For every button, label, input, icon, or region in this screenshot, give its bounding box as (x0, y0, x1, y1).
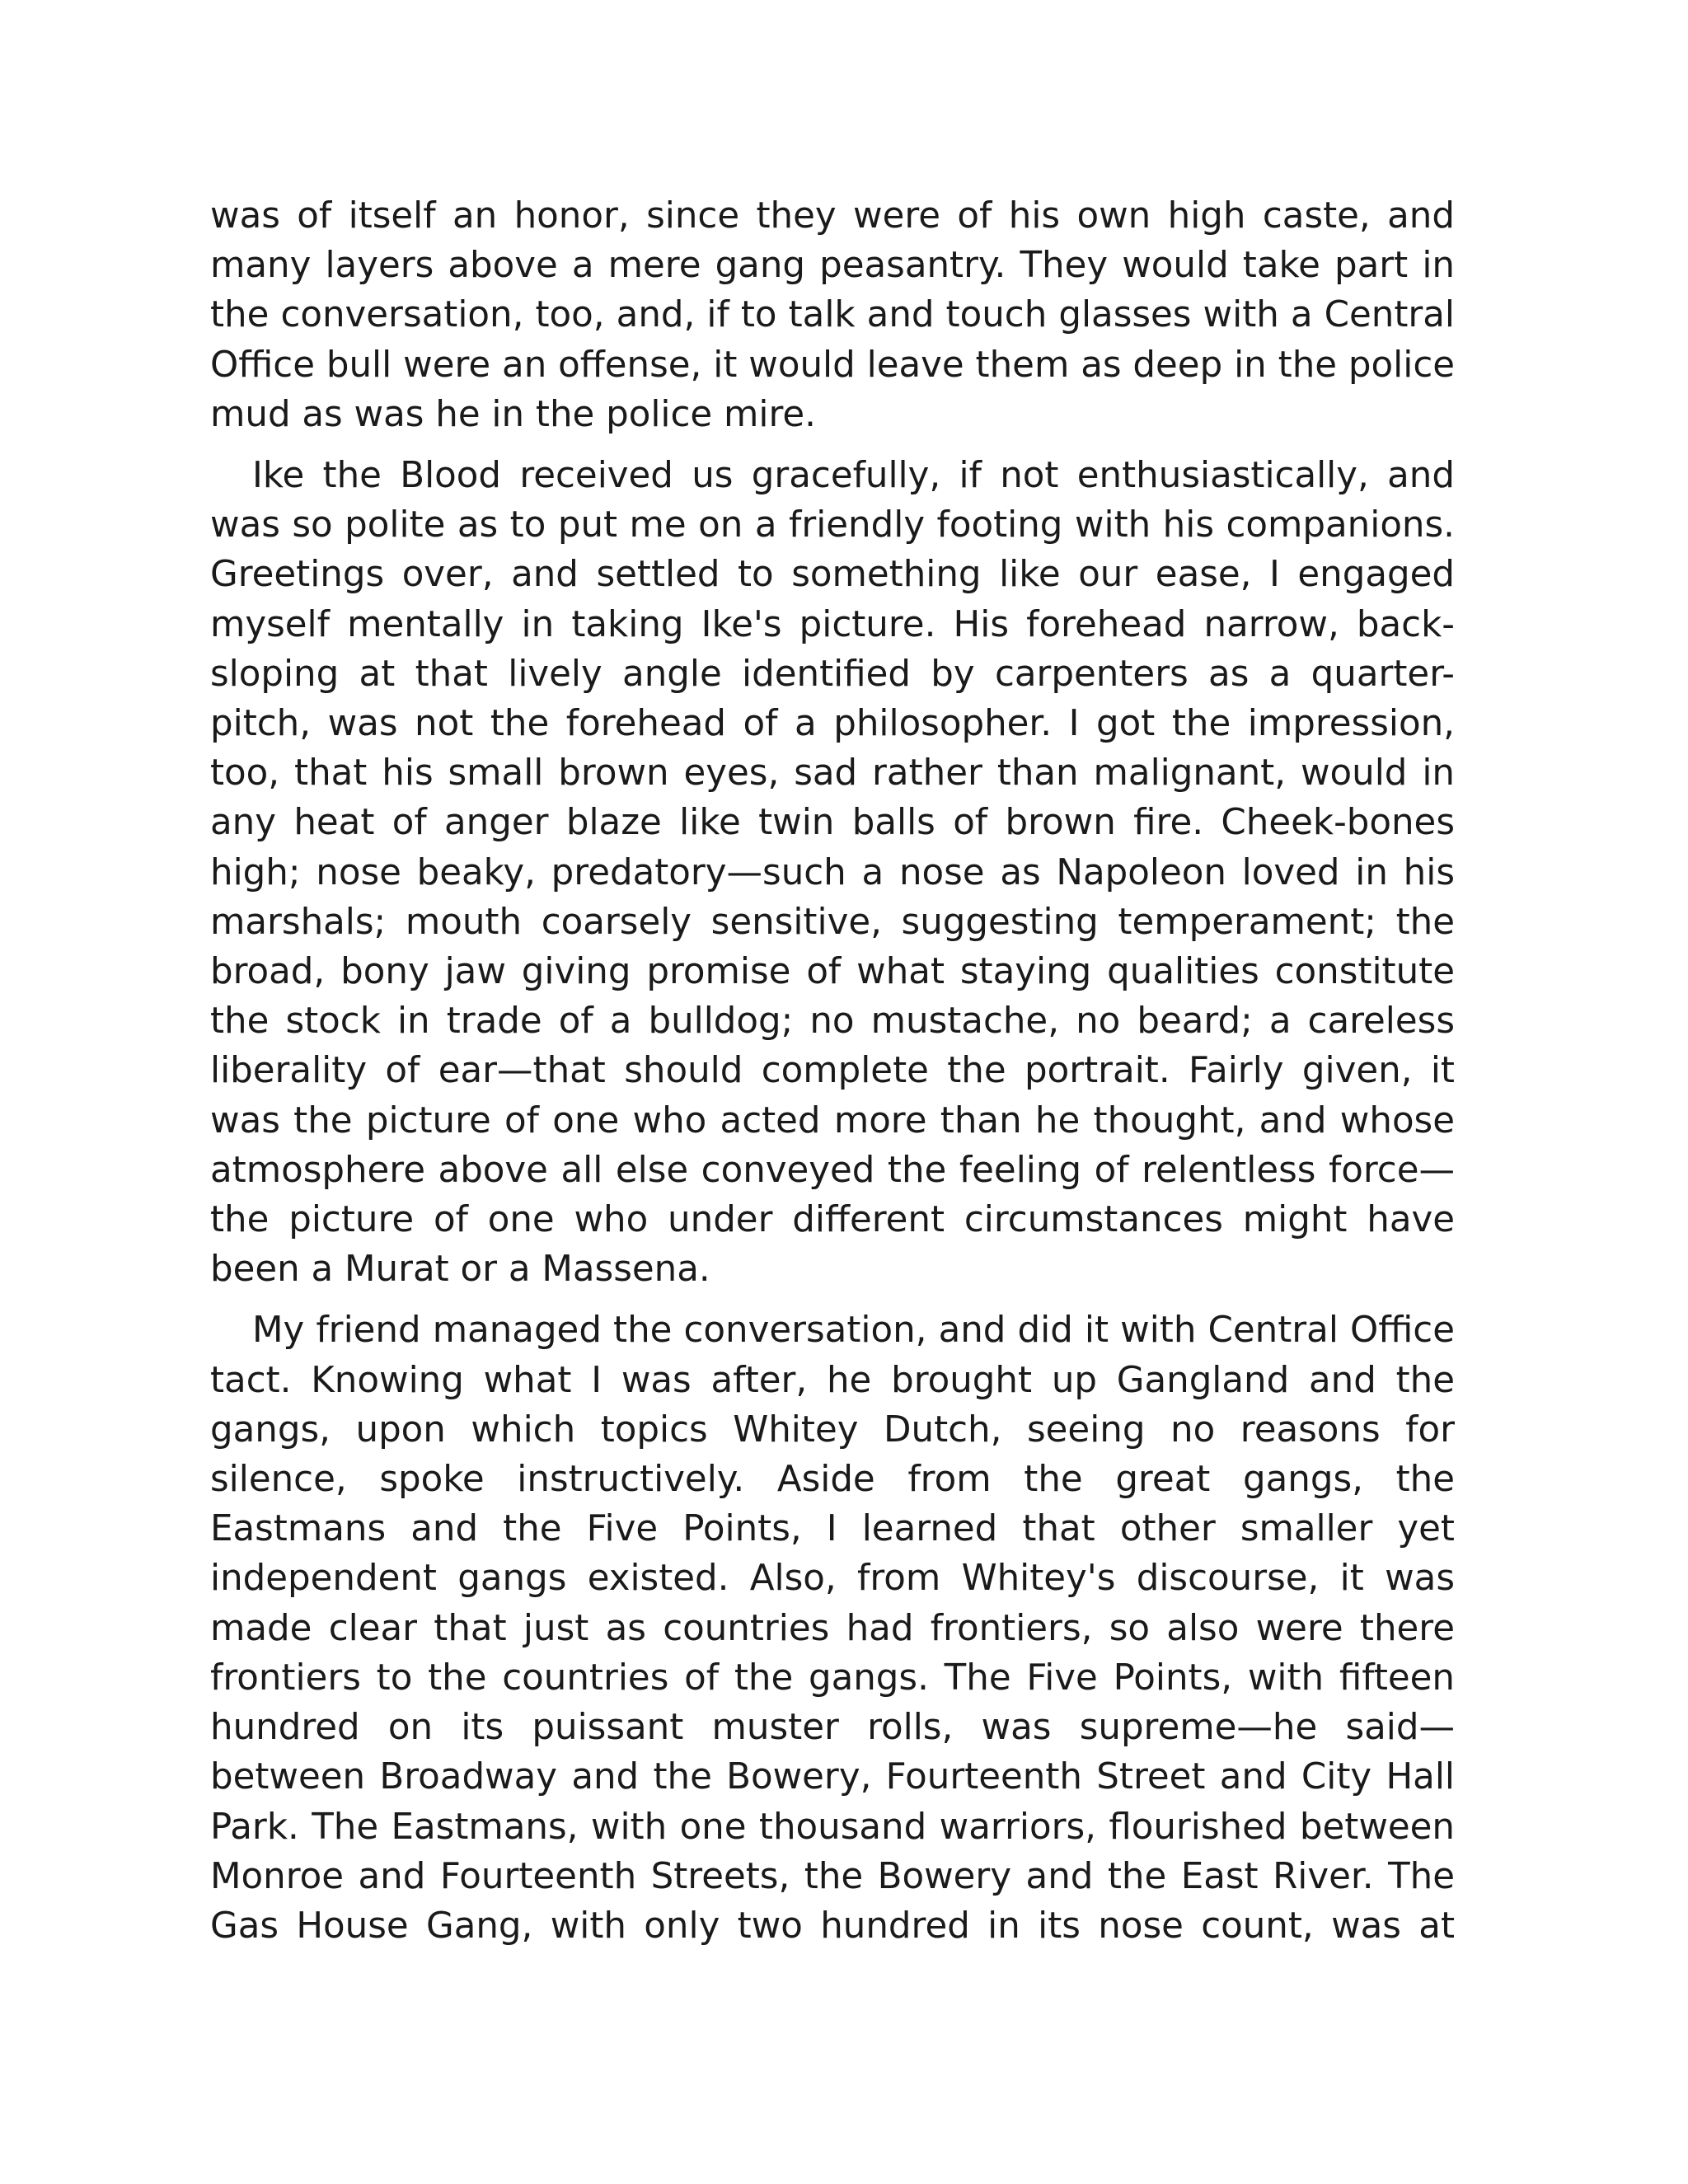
paragraph-2: Ike the Blood received us gracefully, if not enthusiastically, and was so polite as to put me on a friendly footing with his companions. Greetings over, and settled to something like our ease, I engaged myself mentally in taking Ike's picture. His forehead narrow, back-sloping at that lively angle identified by carpenters as a quarter-pitch, was not the forehead of a philosopher. I got the impression, too, that his small brown eyes, sad rather than malignant, would in any heat of anger blaze like twin balls of brown fire. Cheek-bones high; nose beaky, predatory—such a nose as Napoleon loved in his marshals; mouth coarsely sensitive, suggesting temperament; the broad, bony jaw giving promise of what staying qualities constitute the stock in trade of a bulldog; no mustache, no beard; a careless liberality of ear—that should complete the portrait. Fairly given, it was the picture of one who acted more than he thought, and whose atmosphere above all else conveyed the feeling of relentless force—the picture of one who under different circumstances might have been a Murat or a Massena. (210, 455, 1455, 1291)
page-body (210, 191, 1455, 1962)
paragraph-3: My friend managed the conversation, and did it with Central Office tact. Knowing what I was after, he brought up Gangland and the gangs, upon which topics Whitey Dutch, seeing no reasons for silence, spoke instructively. Aside from the great gangs, the Eastmans and the Five Points, I learned that other smaller yet independent gangs existed. Also, from Whitey's discourse, it was made clear that just as countries had frontiers, so also were there frontiers to the countries of the gangs. The Five Points, with fifteen hundred on its puissant muster rolls, was supreme—he said—between Broadway and the Bowery, Fourteenth Street and City Hall Park. The Eastmans, with one thousand warriors, flourished between Monroe and Fourteenth Streets, the Bowery and the East River. The Gas House Gang, with only two hundred in its nose count, was at (210, 1310, 1455, 1947)
paragraph-1: was of itself an honor, since they were of his own high caste, and many layers above a mere gang peasantry. They would take part in the conversation, too, and, if to talk and touch glasses with a Central Office bull were an offense, it would leave them as deep in the police mud as was he in the police mire. (210, 195, 1455, 435)
